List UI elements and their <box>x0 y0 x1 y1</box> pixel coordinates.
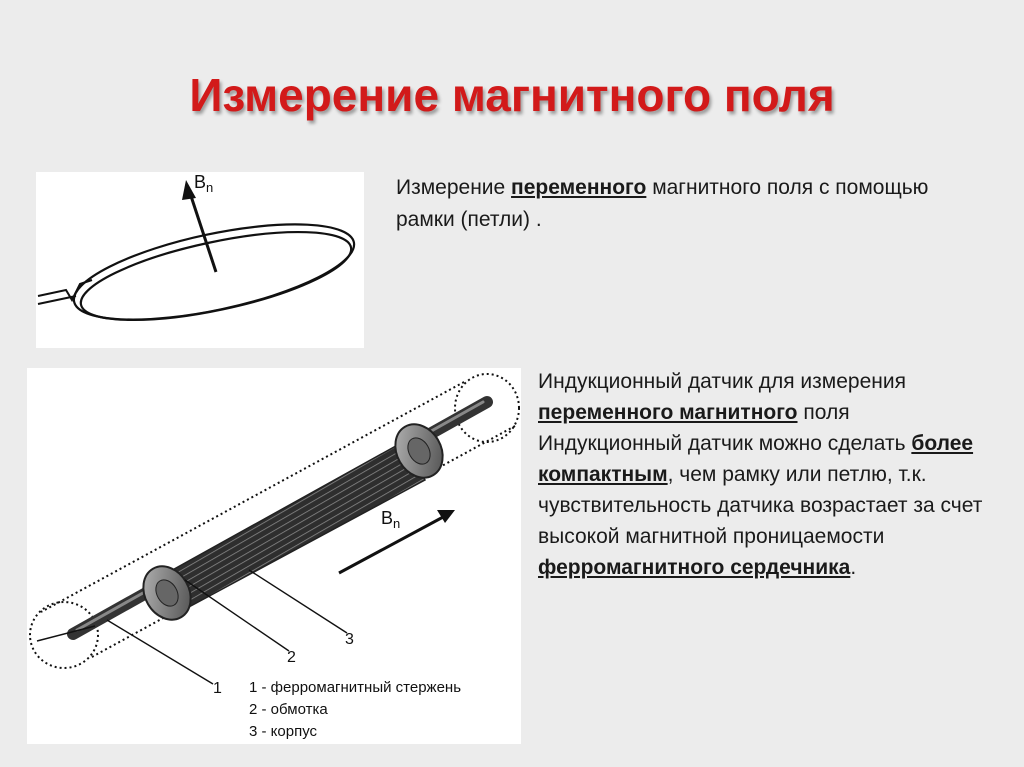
sensor-p2-emphasis-2: ферромагнитного сердечника <box>538 556 851 579</box>
loop-lead-wire-2 <box>38 296 76 304</box>
sensor-p2-end: . <box>850 556 857 579</box>
sensor-vector-arrowhead <box>437 510 455 523</box>
sensor-description <box>538 366 1008 583</box>
legend-item-1: 1 - ферромагнитный стержень <box>249 679 462 696</box>
loop-text-after: магнитного поля с помощью рамки (петли) . <box>396 176 929 231</box>
loop-vector-label: $B_n$ <box>194 172 214 195</box>
loop-description <box>396 172 956 236</box>
sensor-axis-tick <box>37 626 95 641</box>
sensor-paragraph-1 <box>538 366 1008 428</box>
sensor-p2-middle: , чем рамку или петлю, т.к. чувствительность датчика возрастает за счет высокой магнитной проницаемости <box>538 463 983 548</box>
legend-item-2: 2 - обмотка <box>249 701 328 718</box>
legend-item-3: 3 - корпус <box>249 723 318 740</box>
sensor-vector-label: $B_n$ <box>381 508 401 531</box>
sensor-p2-before: Индукционный датчик можно сделать <box>538 432 912 455</box>
sensor-diagram-panel <box>27 368 521 744</box>
callout-line-2 <box>185 580 289 651</box>
callout-number-1: 1 <box>213 680 222 697</box>
loop-text-emphasis: переменного <box>511 176 647 199</box>
callout-line-3 <box>249 570 347 633</box>
sensor-p1-emphasis: переменного магнитного <box>538 401 798 424</box>
loop-text-before: Измерение <box>396 176 512 199</box>
sensor-p2-emphasis: более компактным <box>538 432 974 486</box>
callout-number-2: 2 <box>287 649 296 666</box>
sensor-diagram <box>27 368 521 744</box>
sensor-p1-after: поля <box>797 401 850 424</box>
sensor-paragraph-2 <box>538 428 1008 583</box>
loop-diagram-panel <box>36 172 364 348</box>
loop-diagram <box>36 172 364 348</box>
sensor-p1-before: Индукционный датчик для измерения <box>538 370 906 393</box>
callout-number-3: 3 <box>345 631 354 648</box>
loop-vector-arrow <box>189 190 216 272</box>
slide-title: Измерение магнитного поля <box>189 69 835 121</box>
callout-line-1 <box>107 620 213 684</box>
